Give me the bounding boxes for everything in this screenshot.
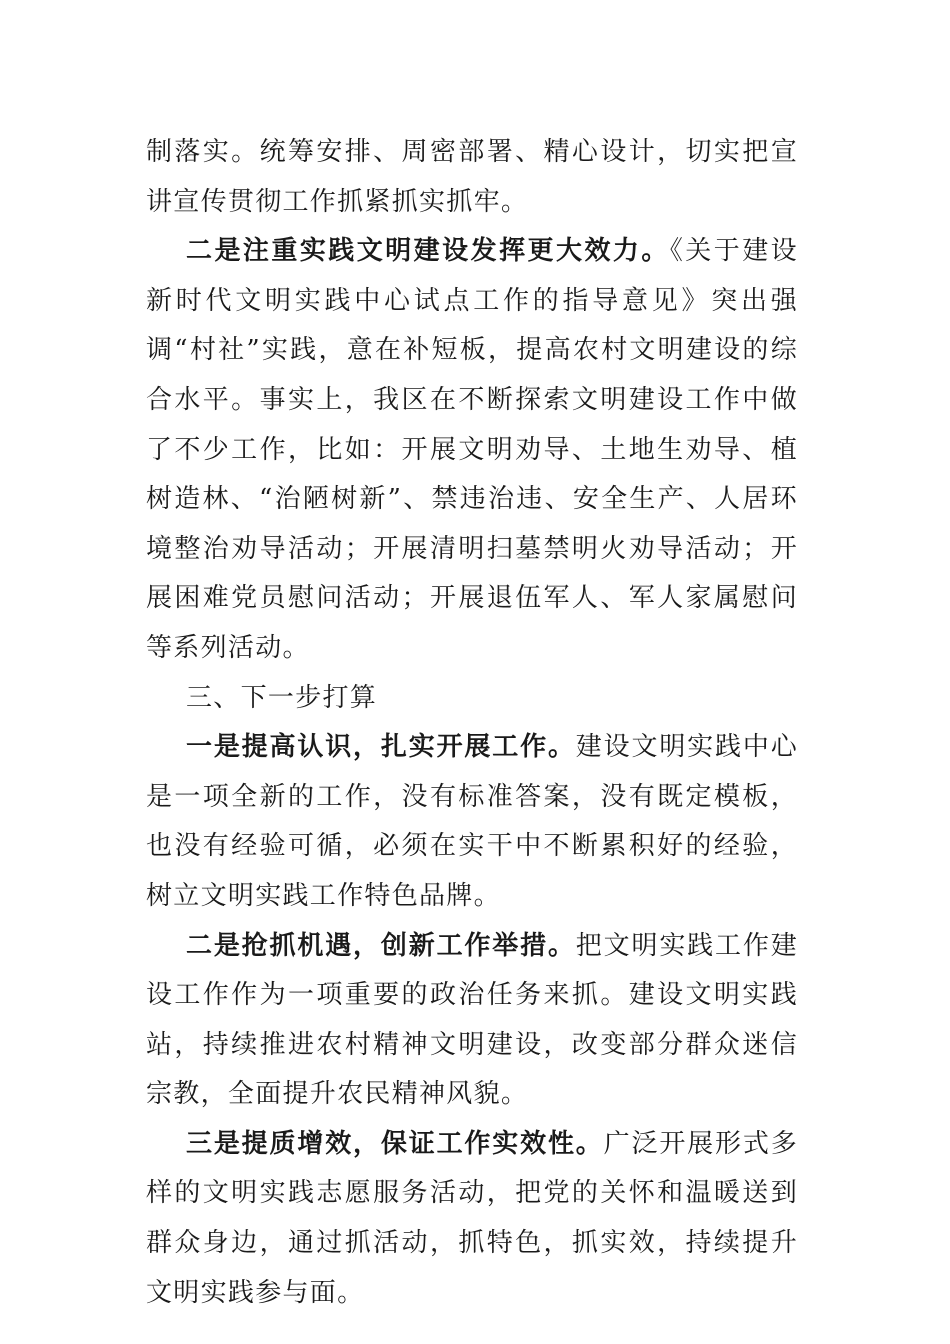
paragraph-body: 建设文明实践中心是一项全新的工作，没有标准答案，没有既定模板，也没有经验可循，必须在实干中不断累积好的经验，树立文明实践工作特色品牌。 [146,732,798,911]
paragraph-body: 把文明实践工作建设工作作为一项重要的政治任务来抓。建设文明实践站，持续推进农村精神文明建设，改变部分群众迷信宗教，全面提升农民精神风貌。 [146,930,798,1110]
paragraph-lead: 二是抢抓机遇，创新工作举措。 [186,930,576,961]
paragraph-continuation [146,128,798,227]
document-body [146,128,798,1318]
paragraph-body: 制落实。统筹安排、周密部署、精心设计，切实把宣讲宣传贯彻工作抓紧抓实抓牢。 [146,137,798,217]
paragraph-raise-awareness [146,723,798,921]
paragraph-lead: 一是提高认识，扎实开展工作。 [186,732,576,763]
paragraph-lead: 二是注重实践文明建设发挥更大效力。 [186,236,670,267]
paragraph-improve-quality [146,1120,798,1318]
paragraph-practice-civilization [146,227,798,673]
paragraph-seize-opportunities [146,922,798,1120]
section-heading-next-steps: 三、下一步打算 [186,682,378,713]
paragraph-body: 《关于建设新时代文明实践中心试点工作的指导意见》突出强调“村社”实践，意在补短板，提高农村文明建设的综合水平。事实上，我区在不断探索文明建设工作中做了不少工作，比如：开展文明劝导、土地生劝导、植树造林、“治陋树新”、禁违治违、安全生产、人居环境整治劝导活动；开展清明扫墓禁明火劝导活动；开展困难党员慰问活动；开展退伍军人、军人家属慰问等系列活动。 [146,236,798,663]
paragraph-lead: 三是提质增效，保证工作实效性。 [186,1128,604,1159]
paragraph-body: 广泛开展形式多样的文明实践志愿服务活动，把党的关怀和温暖送到群众身边，通过抓活动，抓特色，抓实效，持续提升文明实践参与面。 [146,1128,798,1308]
